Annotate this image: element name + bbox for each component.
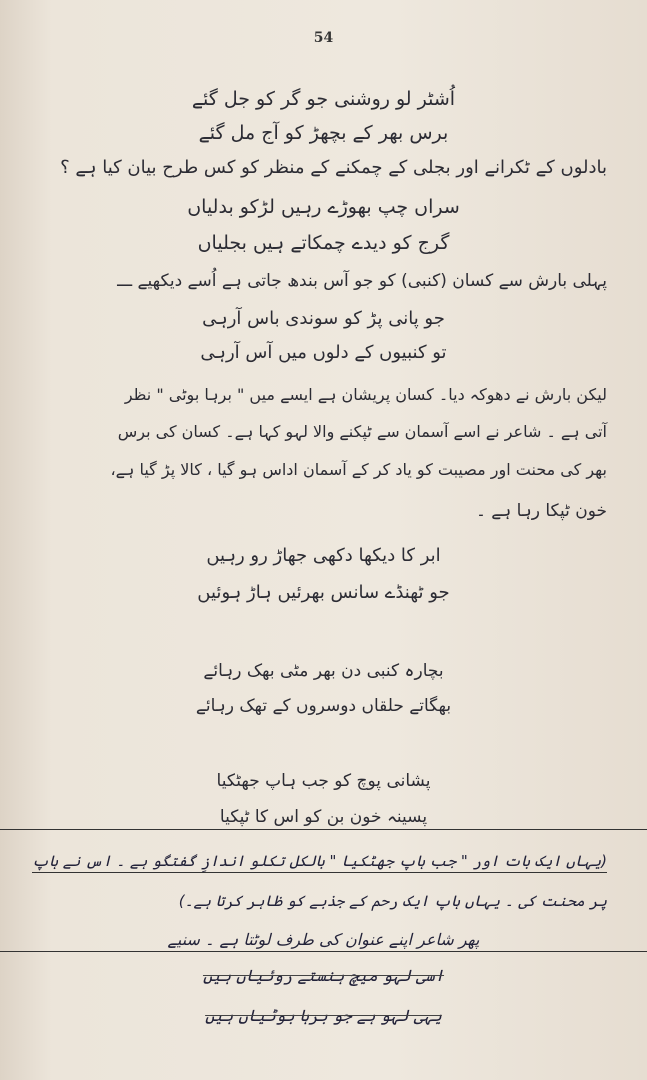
handwritten-note: پھر شاعر اپنے عنوان کی طرف لوٹتا ہے ۔ سنیے xyxy=(0,930,647,952)
verse-line: گرج کو دیدے چمکاتے ہیں بجلیاں xyxy=(197,232,450,254)
question-text: بادلوں کے ٹکرانے اور بجلی کے چمکنے کے منظر کو کس طرح بیان کیا ہے ؟ xyxy=(60,157,607,178)
page-number: 54 xyxy=(313,30,334,46)
verse-line: پشانی پوچ کو جب ہاپ جھٹکیا xyxy=(216,771,431,791)
prose-line: پہلی بارش سے کسان (کنبی) کو جو آس بندھ جاتی ہے اُسے دیکھیے ـــ xyxy=(117,271,607,291)
prose-line: آتی ہے ۔ شاعر نے اسے آسمان سے ٹپکنے والا لہو کہا ہے۔ کسان کی برس xyxy=(117,422,607,441)
verse-line: اُشٹر لو روشنی جو گر کو جل گئے xyxy=(191,88,456,110)
prose-line: خون ٹپکا رہا ہے ۔ xyxy=(475,501,607,521)
handwritten-verse: یہی لہو ہے جو برہا بوٹیاں ہیں xyxy=(205,1006,442,1025)
verse-line: جو پانی پڑ کو سوندی باس آرہی xyxy=(202,308,445,329)
verse-line: بچارہ کنبی دن بھر مٹی بھک رہائے xyxy=(203,661,444,681)
verse-line: جو ٹھنڈے سانس بھرئیں ہاڑ ہوئیں xyxy=(197,582,450,603)
handwritten-note: (یہاں ایک بات اور " جب ہاپ جھٹکیا " بالکل تکلو اندازِ گفتگو ہے ۔ اس نے ہاپ xyxy=(32,852,607,873)
verse-line: برس بھر کے بچھڑ کو آج مل گئے xyxy=(198,122,449,144)
prose-line: لیکن بارش نے دھوکہ دیا۔ کسان پریشان ہے ایسے میں " برہا بوٹی " نظر xyxy=(124,385,607,404)
verse-line: سراں چپ بھوڑے رہیں لڑکو بدلیاں xyxy=(187,196,460,218)
verse-line: تو کنبیوں کے دلوں میں آس آرہی xyxy=(200,342,447,363)
prose-line: بھر کی محنت اور مصیبت کو یاد کر کے آسمان اداس ہو گیا ، کالا پڑ گیا ہے، xyxy=(110,460,607,479)
handwritten-note: پر محنت کی ۔ یہاں ہاپ ایک رحم کے جذبے کو ظاہر کرتا ہے۔) xyxy=(178,892,607,910)
verse-line: ابر کا دیکھا دکھی جھاڑ رو رہیں xyxy=(206,545,441,566)
verse-line: بھگاتے حلقاں دوسروں کے تھک رہائے xyxy=(195,696,452,716)
handwritten-verse: اسی لہو میچ ہنستے روئیاں ہیں xyxy=(202,966,445,985)
verse-line: پسینہ خون بن کو اس کا ٹپکیا xyxy=(0,806,647,830)
